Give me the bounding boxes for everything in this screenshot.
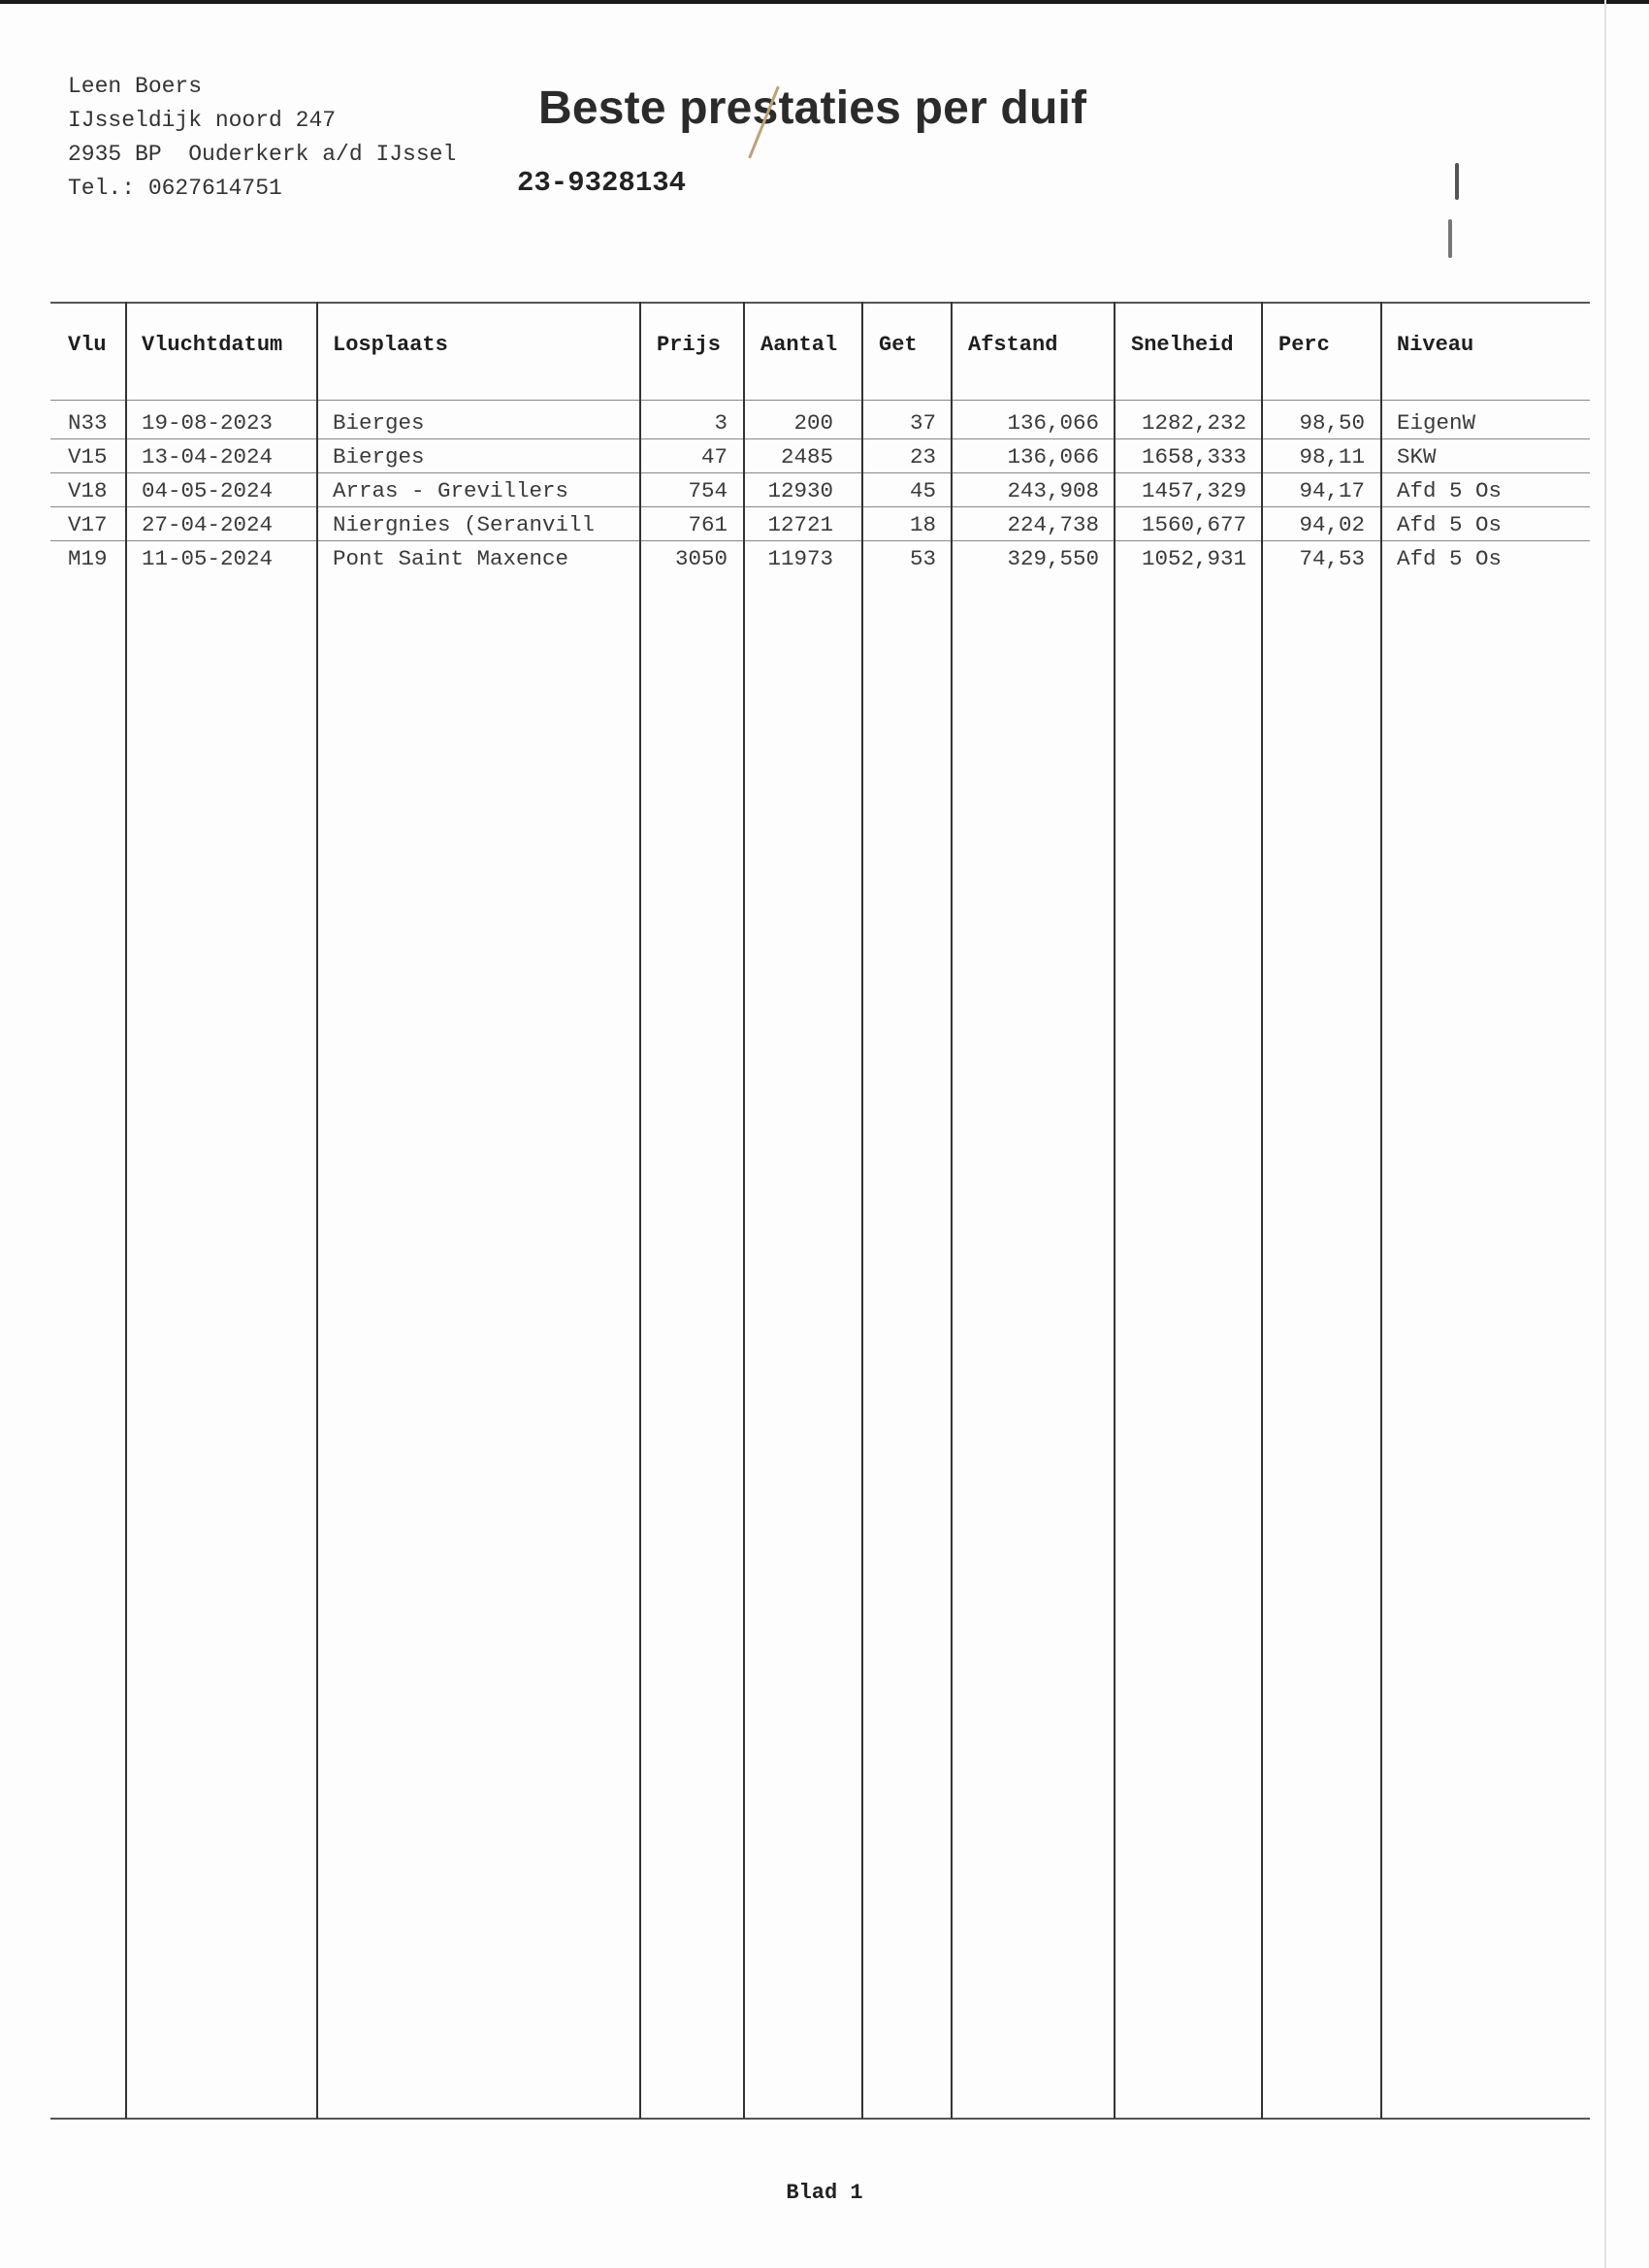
- address-city: 2935 BP Ouderkerk a/d IJssel: [68, 142, 457, 167]
- table-bottom-line: [50, 2118, 1590, 2120]
- cell-get: 37: [909, 410, 936, 436]
- cell-losplaats: Bierges: [333, 444, 425, 470]
- cell-date: 27-04-2024: [142, 512, 274, 537]
- row-divider: [50, 472, 1590, 473]
- report-title: Beste prestaties per duif: [538, 82, 1087, 134]
- cell-niveau: Afd 5 Os: [1397, 546, 1503, 571]
- cell-prijs: 754: [688, 478, 728, 503]
- cell-vlu: N33: [68, 410, 108, 436]
- column-divider: [1114, 302, 1116, 2119]
- column-divider: [861, 302, 863, 2119]
- cell-get: 45: [909, 478, 936, 503]
- cell-date: 13-04-2024: [142, 444, 274, 470]
- cell-date: 11-05-2024: [142, 546, 274, 571]
- cell-losplaats: Niergnies (Seranvill: [333, 512, 596, 537]
- col-header-vluchtdatum: Vluchtdatum: [142, 333, 283, 357]
- col-header-prijs: Prijs: [657, 333, 722, 357]
- col-header-afstand: Afstand: [968, 333, 1058, 357]
- col-header-vlu: Vlu: [68, 333, 107, 357]
- col-header-perc: Perc: [1278, 333, 1330, 357]
- cell-vlu: V18: [68, 478, 108, 503]
- cell-niveau: EigenW: [1397, 410, 1476, 436]
- cell-afstand: 136,066: [1007, 410, 1099, 436]
- cell-snelheid: 1282,232: [1141, 410, 1246, 436]
- cell-perc: 74,53: [1299, 546, 1365, 571]
- address-phone: Tel.: 0627614751: [68, 176, 282, 201]
- cell-prijs: 3: [714, 410, 728, 436]
- cell-snelheid: 1457,329: [1141, 478, 1246, 503]
- cell-aantal: 11973: [767, 546, 833, 571]
- column-divider: [639, 302, 641, 2119]
- cell-losplaats: Bierges: [333, 410, 425, 436]
- col-header-aantal: Aantal: [760, 333, 838, 357]
- cell-perc: 98,11: [1299, 444, 1365, 470]
- cell-vlu: M19: [68, 546, 108, 571]
- cell-losplaats: Pont Saint Maxence: [333, 546, 569, 571]
- cell-niveau: SKW: [1397, 444, 1437, 470]
- cell-snelheid: 1052,931: [1141, 546, 1246, 571]
- column-divider: [1380, 302, 1382, 2119]
- ring-number: 23-9328134: [517, 167, 687, 199]
- cell-perc: 94,02: [1299, 512, 1365, 537]
- cell-afstand: 136,066: [1007, 444, 1099, 470]
- page-top-edge: [0, 0, 1649, 4]
- sender-address: [68, 70, 456, 206]
- header-bottom-line: [50, 400, 1590, 401]
- cell-aantal: 2485: [780, 444, 833, 470]
- cell-afstand: 243,908: [1007, 478, 1099, 503]
- col-header-losplaats: Losplaats: [333, 333, 448, 357]
- cell-aantal: 200: [793, 410, 833, 436]
- column-divider: [125, 302, 127, 2119]
- cell-afstand: 329,550: [1007, 546, 1099, 571]
- address-name: Leen Boers: [68, 74, 203, 99]
- cell-get: 53: [909, 546, 936, 571]
- col-header-niveau: Niveau: [1397, 333, 1474, 357]
- page-number: Blad 1: [786, 2181, 863, 2205]
- staple-mark: [1448, 219, 1452, 258]
- cell-prijs: 47: [700, 444, 728, 470]
- staple-mark: [1455, 163, 1459, 200]
- cell-afstand: 224,738: [1007, 512, 1099, 537]
- cell-perc: 94,17: [1299, 478, 1365, 503]
- cell-vlu: V15: [68, 444, 108, 470]
- cell-aantal: 12930: [767, 478, 833, 503]
- cell-snelheid: 1658,333: [1141, 444, 1246, 470]
- cell-losplaats: Arras - Grevillers: [333, 478, 569, 503]
- cell-snelheid: 1560,677: [1141, 512, 1246, 537]
- cell-perc: 98,50: [1299, 410, 1365, 436]
- col-header-snelheid: Snelheid: [1131, 333, 1234, 357]
- table-top-line: [50, 302, 1590, 304]
- column-divider: [951, 302, 953, 2119]
- cell-date: 04-05-2024: [142, 478, 274, 503]
- row-divider: [50, 540, 1590, 541]
- column-divider: [316, 302, 318, 2119]
- address-street: IJsseldijk noord 247: [68, 108, 337, 133]
- row-divider: [50, 506, 1590, 507]
- cell-get: 23: [909, 444, 936, 470]
- cell-vlu: V17: [68, 512, 108, 537]
- col-header-get: Get: [879, 333, 918, 357]
- cell-date: 19-08-2023: [142, 410, 274, 436]
- cell-niveau: Afd 5 Os: [1397, 478, 1503, 503]
- page-right-edge: [1604, 0, 1606, 2268]
- cell-niveau: Afd 5 Os: [1397, 512, 1503, 537]
- cell-prijs: 3050: [674, 546, 728, 571]
- cell-aantal: 12721: [767, 512, 833, 537]
- cell-prijs: 761: [688, 512, 728, 537]
- cell-get: 18: [909, 512, 936, 537]
- row-divider: [50, 438, 1590, 439]
- column-divider: [1261, 302, 1263, 2119]
- column-divider: [743, 302, 745, 2119]
